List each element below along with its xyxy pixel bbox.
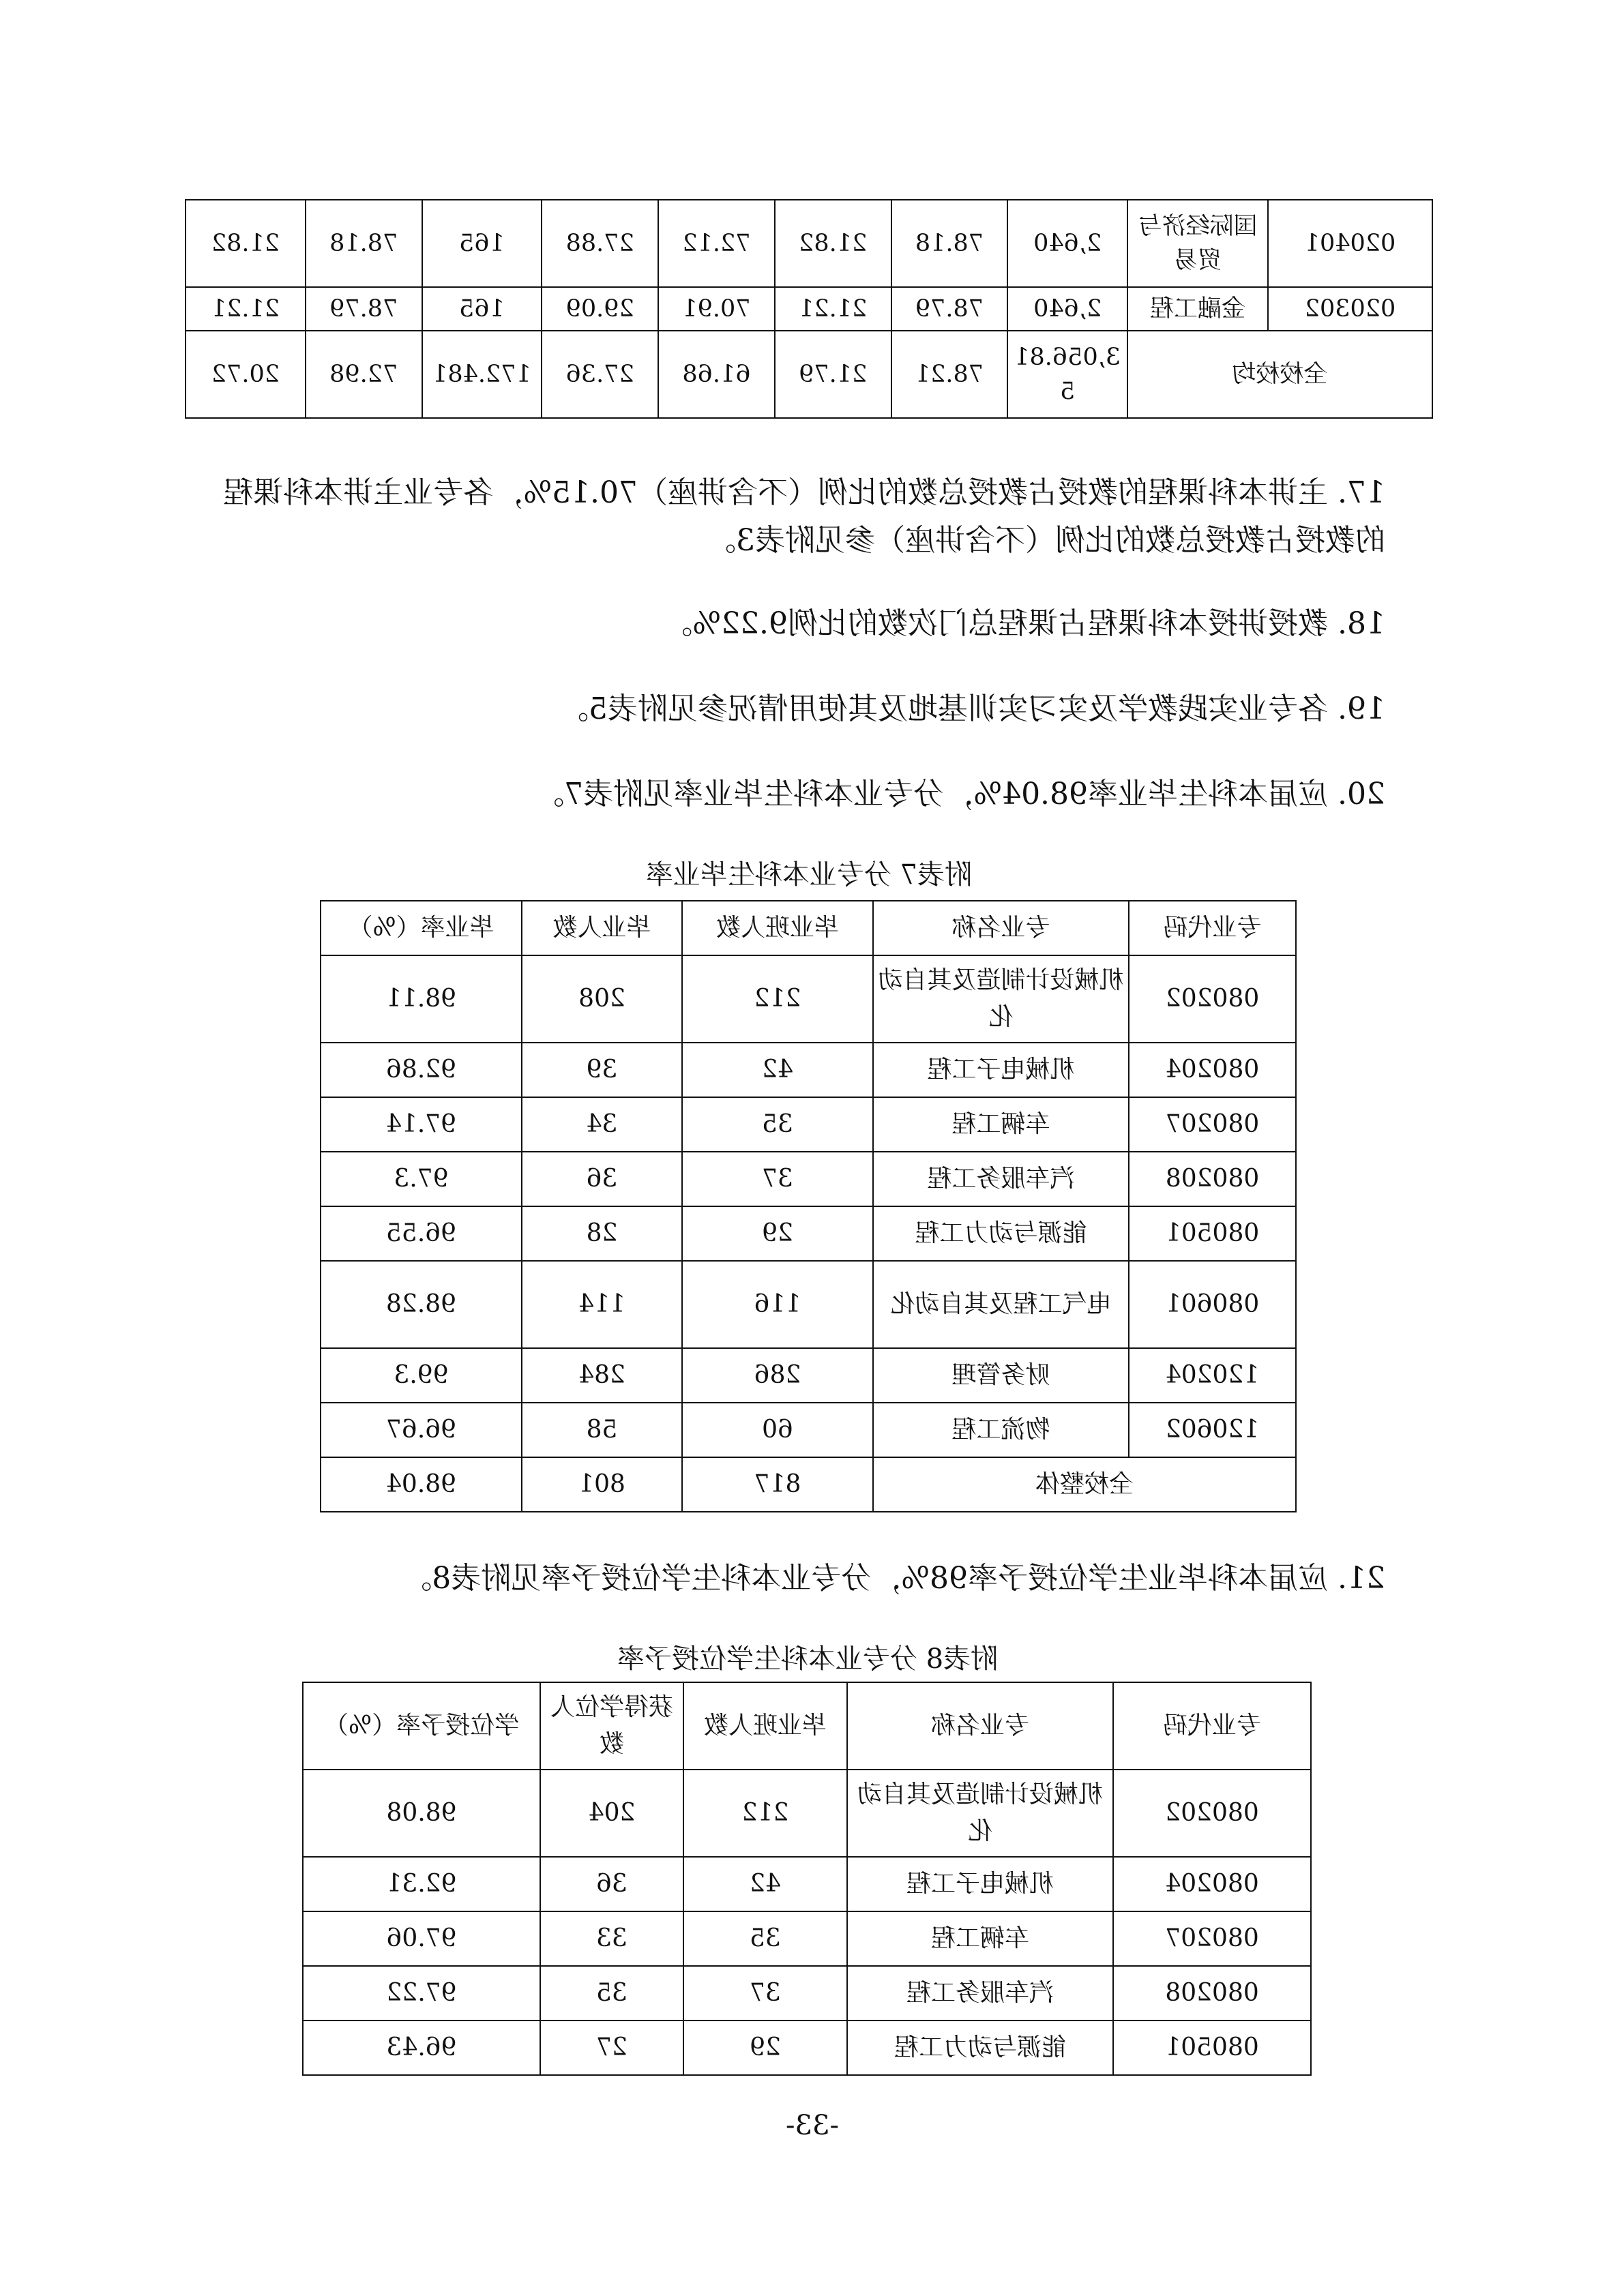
table-cell: 116 xyxy=(682,1261,873,1348)
table-header-cell: 专业名称 xyxy=(847,1682,1113,1770)
table-cell: 2,640 xyxy=(1007,287,1127,331)
table-row xyxy=(186,287,1432,331)
table-row xyxy=(303,2021,1311,2075)
table-header-cell: 专业代码 xyxy=(1129,901,1296,955)
table-cell: 27 xyxy=(540,2021,683,2075)
table-cell: 33 xyxy=(540,1911,683,1966)
table-cell: 21.79 xyxy=(775,331,891,418)
table-row xyxy=(321,1403,1296,1457)
table-cell: 36 xyxy=(522,1152,682,1206)
table-row xyxy=(186,200,1432,287)
table-cell: 284 xyxy=(522,1348,682,1403)
table-cell: 97.14 xyxy=(321,1097,522,1152)
table-cell: 电气工程及其自动化 xyxy=(873,1261,1129,1348)
table-cell: 212 xyxy=(682,955,873,1043)
table-header-row xyxy=(303,1682,1311,1770)
table-cell: 财务管理 xyxy=(873,1348,1129,1403)
table-cell: 58 xyxy=(522,1403,682,1457)
table-cell: 78.79 xyxy=(306,287,422,331)
table-row-total xyxy=(186,331,1432,418)
paragraph-19: 19. 各专业实践教学及实习实训基地及其使用情况参见附表5。 xyxy=(559,691,1385,726)
table-cell: 286 xyxy=(682,1348,873,1403)
table-cell: 97.06 xyxy=(303,1911,540,1966)
table-cell: 车辆工程 xyxy=(847,1911,1113,1966)
table-cell: 37 xyxy=(682,1152,873,1206)
table-header-cell: 专业名称 xyxy=(873,901,1129,955)
table-cell: 20.72 xyxy=(186,331,306,418)
table-cell: 35 xyxy=(682,1097,873,1152)
table-cell: 42 xyxy=(682,1043,873,1097)
table-cell: 能源与动力工程 xyxy=(847,2021,1113,2075)
table-cell: 全校校均 xyxy=(1127,331,1432,418)
table-cell: 96.55 xyxy=(321,1206,522,1261)
table-row xyxy=(321,1348,1296,1403)
table-cell: 60 xyxy=(682,1403,873,1457)
table-cell: 61.68 xyxy=(658,331,775,418)
table-8-caption: 附表8 分专业本科生学位授予率 xyxy=(617,1643,999,1675)
table-cell: 080208 xyxy=(1113,1966,1311,2021)
table-cell: 172.481 xyxy=(422,331,542,418)
table-cell: 21.21 xyxy=(186,287,306,331)
table-cell: 机械设计制造及其自动化 xyxy=(873,955,1129,1043)
table-cell: 72.12 xyxy=(658,200,775,287)
table-cell: 817 xyxy=(682,1457,873,1512)
table-row xyxy=(321,1043,1296,1097)
table-cell: 98.28 xyxy=(321,1261,522,1348)
table-cell: 车辆工程 xyxy=(873,1097,1129,1152)
table-cell: 78.18 xyxy=(891,200,1008,287)
table-cell: 165 xyxy=(422,287,542,331)
table-cell: 21.82 xyxy=(775,200,891,287)
table-7-caption: 附表7 分专业本科生毕业率 xyxy=(645,859,973,891)
table-cell: 机械电子工程 xyxy=(873,1043,1129,1097)
table-cell: 92.31 xyxy=(303,1857,540,1911)
table-cell: 78.18 xyxy=(306,200,422,287)
table-cell: 29 xyxy=(682,1206,873,1261)
table-cell: 080601 xyxy=(1129,1261,1296,1348)
table-cell: 98.04 xyxy=(321,1457,522,1512)
table-row xyxy=(303,1857,1311,1911)
table-row xyxy=(303,1966,1311,2021)
paragraph-20: 20. 应届本科生毕业率98.04%，分专业本科生毕业率见附表7。 xyxy=(534,777,1385,811)
table-7-graduation-rate xyxy=(320,900,1297,1512)
table-cell: 29.09 xyxy=(542,287,658,331)
table-cell: 27.36 xyxy=(542,331,658,418)
table-cell: 020401 xyxy=(1268,200,1432,287)
table-cell: 114 xyxy=(522,1261,682,1348)
table-cell: 080207 xyxy=(1129,1097,1296,1152)
table-header-cell: 毕业班人数 xyxy=(682,901,873,955)
table-cell: 能源与动力工程 xyxy=(873,1206,1129,1261)
table-cell: 080204 xyxy=(1113,1857,1311,1911)
table-cell: 国际经济与贸易 xyxy=(1127,200,1268,287)
table-header-cell: 专业代码 xyxy=(1113,1682,1311,1770)
table-cell: 34 xyxy=(522,1097,682,1152)
table-cell: 78.79 xyxy=(891,287,1008,331)
table-row xyxy=(321,1206,1296,1261)
table-row xyxy=(303,1770,1311,1857)
table-cell: 080207 xyxy=(1113,1911,1311,1966)
table-cell: 204 xyxy=(540,1770,683,1857)
table-cell: 97.22 xyxy=(303,1966,540,2021)
table-cell: 36 xyxy=(540,1857,683,1911)
table-cell: 39 xyxy=(522,1043,682,1097)
table-cell: 801 xyxy=(522,1457,682,1512)
table-row-total xyxy=(321,1457,1296,1512)
table-cell: 120602 xyxy=(1129,1403,1296,1457)
table-cell: 212 xyxy=(683,1770,847,1857)
table-cell: 72.98 xyxy=(306,331,422,418)
table-cell: 080501 xyxy=(1129,1206,1296,1261)
table-header-cell: 学位授予率（%） xyxy=(303,1682,540,1770)
table-cell: 97.3 xyxy=(321,1152,522,1206)
table-8-degree-rate xyxy=(302,1682,1312,2076)
table-6-continued xyxy=(185,199,1433,419)
table-cell: 080204 xyxy=(1129,1043,1296,1097)
table-cell: 21.21 xyxy=(775,287,891,331)
table-cell: 208 xyxy=(522,955,682,1043)
table-row xyxy=(321,1097,1296,1152)
table-cell: 35 xyxy=(540,1966,683,2021)
paragraph-17: 17. 主讲本科课程的教授占教授总数的比例（不含讲座）70.15%，各专业主讲本科课程的教授占教授总数的比例（不含讲座）参见附表3。 xyxy=(223,475,1385,558)
table-cell: 汽车服务工程 xyxy=(847,1966,1113,2021)
paragraph-18: 18. 教授讲授本科课程占课程总门次数的比例9.22%。 xyxy=(662,606,1385,641)
table-cell: 金融工程 xyxy=(1127,287,1268,331)
paragraph-21: 21. 应届本科毕业生学位授予率98%，分专业本科生学位授予率见附表8。 xyxy=(402,1561,1385,1596)
table-cell: 92.86 xyxy=(321,1043,522,1097)
table-cell: 全校整体 xyxy=(873,1457,1296,1512)
table-cell: 120204 xyxy=(1129,1348,1296,1403)
table-cell: 37 xyxy=(683,1966,847,2021)
table-cell: 29 xyxy=(683,2021,847,2075)
page-number: -33- xyxy=(786,2110,839,2141)
table-row xyxy=(321,1261,1296,1348)
table-cell: 080202 xyxy=(1113,1770,1311,1857)
table-cell: 080202 xyxy=(1129,955,1296,1043)
table-cell: 28 xyxy=(522,1206,682,1261)
table-cell: 机械电子工程 xyxy=(847,1857,1113,1911)
table-cell: 080208 xyxy=(1129,1152,1296,1206)
table-header-cell: 毕业率（%） xyxy=(321,901,522,955)
table-cell: 27.88 xyxy=(542,200,658,287)
table-row xyxy=(321,955,1296,1043)
table-cell: 21.82 xyxy=(186,200,306,287)
table-header-cell: 获得学位人数 xyxy=(540,1682,683,1770)
table-cell: 70.91 xyxy=(658,287,775,331)
table-cell: 96.43 xyxy=(303,2021,540,2075)
table-cell: 汽车服务工程 xyxy=(873,1152,1129,1206)
table-cell: 99.3 xyxy=(321,1348,522,1403)
table-row xyxy=(303,1911,1311,1966)
table-cell: 080501 xyxy=(1113,2021,1311,2075)
table-cell: 35 xyxy=(683,1911,847,1966)
table-cell: 98.11 xyxy=(321,955,522,1043)
table-cell: 165 xyxy=(422,200,542,287)
table-header-cell: 毕业人数 xyxy=(522,901,682,955)
table-cell: 机械设计制造及其自动化 xyxy=(847,1770,1113,1857)
table-cell: 96.67 xyxy=(321,1403,522,1457)
table-cell: 020302 xyxy=(1268,287,1432,331)
table-header-row xyxy=(321,901,1296,955)
table-cell: 98.08 xyxy=(303,1770,540,1857)
table-row xyxy=(321,1152,1296,1206)
table-cell: 3,056.815 xyxy=(1007,331,1127,418)
table-cell: 42 xyxy=(683,1857,847,1911)
table-cell: 2,640 xyxy=(1007,200,1127,287)
table-cell: 78.21 xyxy=(891,331,1008,418)
table-header-cell: 毕业班人数 xyxy=(683,1682,847,1770)
table-cell: 物流工程 xyxy=(873,1403,1129,1457)
